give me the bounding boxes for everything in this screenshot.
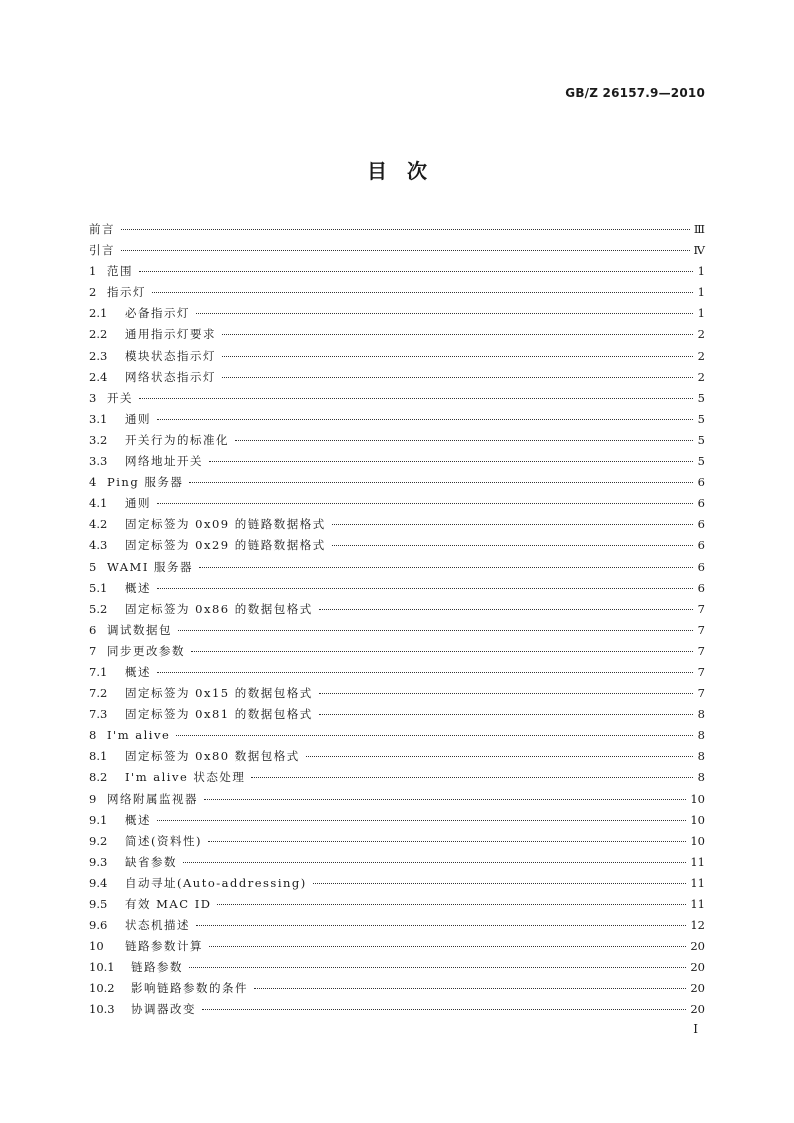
toc-section-number: 7 xyxy=(89,643,97,658)
toc-section-number: 3.1 xyxy=(89,411,108,426)
toc-entry[interactable] xyxy=(89,957,705,978)
toc-page-number: 5 xyxy=(697,411,705,426)
toc-section-title: 概述 xyxy=(125,812,151,827)
toc-page-number: 7 xyxy=(697,601,705,616)
toc-section-title: 开关 xyxy=(107,390,133,405)
toc-entry[interactable] xyxy=(89,430,705,451)
toc-entry[interactable] xyxy=(89,578,705,599)
toc-section-title: I'm alive xyxy=(107,728,171,743)
toc-dot-leader xyxy=(202,1009,686,1010)
toc-section-number: 4 xyxy=(89,475,97,490)
toc-page-number: 7 xyxy=(697,643,705,658)
toc-section-number: 8.1 xyxy=(89,749,108,764)
toc-page-number: 7 xyxy=(697,622,705,637)
toc-page-number: 5 xyxy=(697,390,705,405)
toc-entry[interactable] xyxy=(89,810,705,831)
toc-dot-leader xyxy=(222,356,693,357)
toc-section-title: 固定标签为 0x80 数据包格式 xyxy=(125,749,300,764)
standard-code: GB/Z 26157.9—2010 xyxy=(565,86,705,100)
toc-section-title: 固定标签为 0x15 的数据包格式 xyxy=(125,686,313,701)
toc-page-number: 6 xyxy=(697,517,705,532)
toc-entry[interactable] xyxy=(89,894,705,915)
toc-dot-leader xyxy=(254,988,686,989)
toc-entry[interactable] xyxy=(89,915,705,936)
toc-page-number: 1 xyxy=(697,306,705,321)
toc-section-title: 固定标签为 0x29 的链路数据格式 xyxy=(125,538,326,553)
toc-section-title: 状态机描述 xyxy=(125,918,190,933)
toc-entry[interactable] xyxy=(89,493,705,514)
toc-section-number: 3.3 xyxy=(89,454,108,469)
toc-dot-leader xyxy=(157,588,693,589)
toc-section-number: 7.3 xyxy=(89,707,108,722)
toc-section-title: 开关行为的标准化 xyxy=(125,432,229,447)
toc-section-number: 10 xyxy=(89,939,104,954)
toc-dot-leader xyxy=(235,440,693,441)
toc-entry[interactable] xyxy=(89,535,705,556)
toc-section-number: 9.3 xyxy=(89,854,108,869)
toc-section-title: 必备指示灯 xyxy=(125,306,190,321)
toc-dot-leader xyxy=(157,419,693,420)
toc-section-title: 固定标签为 0x09 的链路数据格式 xyxy=(125,517,326,532)
toc-entry[interactable] xyxy=(89,831,705,852)
toc-section-number: 8 xyxy=(89,728,97,743)
toc-entry[interactable] xyxy=(89,978,705,999)
toc-page-number: 2 xyxy=(697,348,705,363)
toc-section-title: 通用指示灯要求 xyxy=(125,327,216,342)
toc-dot-leader xyxy=(319,714,693,715)
toc-section-number: 10.2 xyxy=(89,981,115,996)
toc-section-number: 4.2 xyxy=(89,517,108,532)
toc-dot-leader xyxy=(189,967,686,968)
toc-dot-leader xyxy=(319,693,693,694)
toc-page-number: 2 xyxy=(697,327,705,342)
toc-section-number: 3.2 xyxy=(89,432,108,447)
toc-section-title: WAMI 服务器 xyxy=(107,559,194,574)
toc-entry[interactable] xyxy=(89,789,705,810)
toc-section-title: 网络状态指示灯 xyxy=(125,369,216,384)
toc-page-number: 10 xyxy=(690,812,705,827)
toc-dot-leader xyxy=(204,799,686,800)
toc-page-number: 8 xyxy=(697,749,705,764)
toc-page-number: 8 xyxy=(697,770,705,785)
toc-page-number: Ⅲ xyxy=(693,222,705,236)
toc-entry[interactable] xyxy=(89,240,705,261)
toc-section-title: 缺省参数 xyxy=(125,854,177,869)
toc-section-number: 9.2 xyxy=(89,833,108,848)
toc-entry[interactable] xyxy=(89,282,705,303)
toc-page-number: 5 xyxy=(697,454,705,469)
toc-dot-leader xyxy=(121,229,690,230)
toc-dot-leader xyxy=(208,841,686,842)
toc-section-title: 同步更改参数 xyxy=(107,643,185,658)
toc-section-title: 网络附属监视器 xyxy=(107,791,198,806)
toc-dot-leader xyxy=(222,334,693,335)
toc-dot-leader xyxy=(157,672,693,673)
toc-section-title: 模块状态指示灯 xyxy=(125,348,216,363)
toc-section-title: Ping 服务器 xyxy=(107,475,184,490)
toc-dot-leader xyxy=(199,567,693,568)
toc-dot-leader xyxy=(139,271,693,272)
toc-section-number: 5.1 xyxy=(89,580,108,595)
toc-dot-leader xyxy=(183,862,686,863)
toc-dot-leader xyxy=(152,292,693,293)
toc-section-number: 9.6 xyxy=(89,918,108,933)
toc-page-number: 20 xyxy=(690,939,705,954)
toc-section-number: 9.4 xyxy=(89,875,108,890)
toc-section-number: 9.5 xyxy=(89,897,108,911)
toc-page-number: 11 xyxy=(690,897,705,911)
toc-page-number: 8 xyxy=(697,728,705,743)
toc-entry[interactable] xyxy=(89,557,705,578)
page-title: 目 次 xyxy=(367,159,427,183)
toc-section-number: 5 xyxy=(89,559,97,574)
toc-page-number: 6 xyxy=(697,475,705,490)
toc-entry[interactable] xyxy=(89,852,705,873)
toc-entry[interactable] xyxy=(89,514,705,535)
toc-dot-leader xyxy=(178,630,693,631)
toc-page-number: 20 xyxy=(690,1002,705,1017)
toc-page-number: 5 xyxy=(697,432,705,447)
toc-entry[interactable] xyxy=(89,324,705,345)
toc-section-number: 8.2 xyxy=(89,770,108,785)
toc-section-number: 2 xyxy=(89,285,97,300)
toc-entry[interactable] xyxy=(89,999,705,1020)
toc-section-title: 链路参数计算 xyxy=(125,939,203,954)
toc-entry[interactable] xyxy=(89,261,705,282)
toc-section-number: 2.3 xyxy=(89,348,108,363)
table-of-contents xyxy=(89,219,705,1021)
toc-section-number: 2.4 xyxy=(89,369,108,384)
page-number: I xyxy=(693,1022,698,1036)
toc-page-number: 12 xyxy=(690,918,705,933)
toc-section-title: 通则 xyxy=(125,411,151,426)
toc-section-title: 调试数据包 xyxy=(107,622,172,637)
toc-page-number: 1 xyxy=(697,264,705,279)
toc-section-number: 2.2 xyxy=(89,327,108,342)
toc-entry[interactable] xyxy=(89,704,705,725)
toc-page-number: 7 xyxy=(697,664,705,679)
toc-section-number: 9 xyxy=(89,791,97,806)
toc-dot-leader xyxy=(209,946,686,947)
toc-dot-leader xyxy=(217,904,686,905)
toc-dot-leader xyxy=(157,503,693,504)
toc-section-title: 链路参数 xyxy=(131,960,183,975)
toc-section-number: 7.1 xyxy=(89,664,108,679)
toc-entry[interactable] xyxy=(89,725,705,746)
toc-entry[interactable] xyxy=(89,367,705,388)
toc-dot-leader xyxy=(121,250,690,251)
toc-dot-leader xyxy=(313,883,687,884)
toc-page-number: 20 xyxy=(690,981,705,996)
toc-page-number: 8 xyxy=(697,707,705,722)
toc-dot-leader xyxy=(209,461,693,462)
toc-entry[interactable] xyxy=(89,219,705,240)
toc-section-number: 4.3 xyxy=(89,538,108,553)
toc-dot-leader xyxy=(189,482,693,483)
toc-section-title: 引言 xyxy=(89,243,115,258)
toc-dot-leader xyxy=(176,735,693,736)
toc-dot-leader xyxy=(332,524,693,525)
toc-entry[interactable] xyxy=(89,620,705,641)
toc-page-number: Ⅳ xyxy=(693,243,705,258)
toc-page-number: 1 xyxy=(697,285,705,300)
toc-dot-leader xyxy=(319,609,693,610)
toc-entry[interactable] xyxy=(89,346,705,367)
toc-section-title: 自动寻址(Auto-addressing) xyxy=(125,875,307,890)
toc-dot-leader xyxy=(332,545,693,546)
toc-page-number: 7 xyxy=(697,686,705,701)
toc-page-number: 6 xyxy=(697,559,705,574)
toc-section-number: 2.1 xyxy=(89,306,108,321)
toc-section-title: 指示灯 xyxy=(107,285,146,300)
toc-page-number: 11 xyxy=(690,875,705,890)
toc-section-title: I'm alive 状态处理 xyxy=(125,770,246,785)
toc-page-number: 11 xyxy=(690,854,705,869)
toc-entry[interactable] xyxy=(89,472,705,493)
toc-section-title: 影响链路参数的条件 xyxy=(131,981,248,996)
toc-dot-leader xyxy=(222,377,693,378)
toc-entry[interactable] xyxy=(89,451,705,472)
toc-section-number: 6 xyxy=(89,622,97,637)
toc-entry[interactable] xyxy=(89,746,705,767)
toc-dot-leader xyxy=(157,820,686,821)
toc-page-number: 6 xyxy=(697,496,705,511)
toc-section-title: 固定标签为 0x86 的数据包格式 xyxy=(125,601,313,616)
toc-page-number: 10 xyxy=(690,791,705,806)
toc-entry[interactable] xyxy=(89,641,705,662)
toc-section-number: 7.2 xyxy=(89,686,108,701)
toc-section-number: 10.3 xyxy=(89,1002,115,1017)
toc-entry[interactable] xyxy=(89,767,705,788)
toc-entry[interactable] xyxy=(89,936,705,957)
toc-entry[interactable] xyxy=(89,303,705,324)
toc-entry[interactable] xyxy=(89,388,705,409)
toc-page-number: 2 xyxy=(697,369,705,384)
toc-section-title: 固定标签为 0x81 的数据包格式 xyxy=(125,707,313,722)
toc-section-title: 网络地址开关 xyxy=(125,454,203,469)
toc-page-number: 20 xyxy=(690,960,705,975)
toc-dot-leader xyxy=(306,756,693,757)
toc-entry[interactable] xyxy=(89,662,705,683)
toc-entry[interactable] xyxy=(89,409,705,430)
toc-section-title: 范围 xyxy=(107,264,133,279)
toc-section-title: 有效 MAC ID xyxy=(125,897,212,911)
toc-section-title: 概述 xyxy=(125,664,151,679)
toc-section-title: 概述 xyxy=(125,580,151,595)
toc-section-title: 简述(资料性) xyxy=(125,833,202,848)
toc-section-number: 3 xyxy=(89,390,97,405)
toc-dot-leader xyxy=(196,313,693,314)
toc-page-number: 10 xyxy=(690,833,705,848)
toc-dot-leader xyxy=(139,398,693,399)
toc-dot-leader xyxy=(191,651,693,652)
toc-section-number: 10.1 xyxy=(89,960,115,975)
toc-entry[interactable] xyxy=(89,599,705,620)
toc-section-title: 前言 xyxy=(89,222,115,236)
toc-dot-leader xyxy=(196,925,686,926)
toc-dot-leader xyxy=(251,777,693,778)
toc-section-title: 协调器改变 xyxy=(131,1002,196,1017)
toc-section-number: 4.1 xyxy=(89,496,108,511)
toc-section-number: 9.1 xyxy=(89,812,108,827)
toc-section-number: 1 xyxy=(89,264,97,279)
toc-section-number: 5.2 xyxy=(89,601,108,616)
toc-entry[interactable] xyxy=(89,873,705,894)
toc-page-number: 6 xyxy=(697,580,705,595)
toc-page-number: 6 xyxy=(697,538,705,553)
toc-section-title: 通则 xyxy=(125,496,151,511)
toc-entry[interactable] xyxy=(89,683,705,704)
